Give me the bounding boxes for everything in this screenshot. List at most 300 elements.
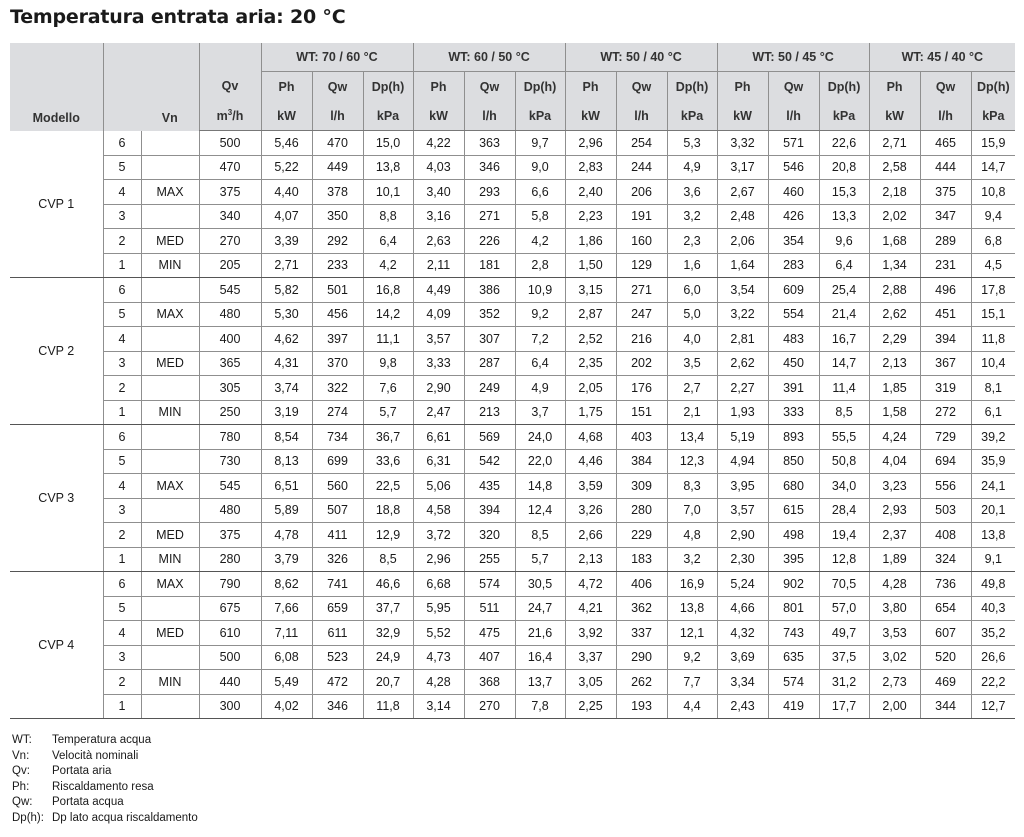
table-cell: 426 — [768, 204, 819, 229]
table-cell: 850 — [768, 449, 819, 474]
table-cell: 1,93 — [717, 400, 768, 425]
col-header-unit: l/h — [616, 101, 667, 131]
table-cell: 322 — [312, 376, 363, 401]
table-row — [10, 694, 1015, 719]
table-cell: 7,0 — [667, 498, 717, 523]
table-cell: 5,8 — [515, 204, 565, 229]
table-cell: 2,05 — [565, 376, 616, 401]
table-cell: 8,1 — [971, 376, 1015, 401]
table-cell: 2,35 — [565, 351, 616, 376]
table-body — [10, 131, 1015, 719]
col-header-unit: kW — [261, 101, 312, 131]
table-cell: 741 — [312, 572, 363, 597]
col-header-dph: Dp(h) — [667, 72, 717, 102]
table-cell: 635 — [768, 645, 819, 670]
table-cell: 475 — [464, 621, 515, 646]
col-header-unit: kW — [869, 101, 920, 131]
table-cell: 293 — [464, 180, 515, 205]
table-cell: 4,31 — [261, 351, 312, 376]
table-cell: 3,69 — [717, 645, 768, 670]
table-cell: 3,40 — [413, 180, 464, 205]
table-cell: 40,3 — [971, 596, 1015, 621]
table-cell: 50,8 — [819, 449, 869, 474]
table-cell: 654 — [920, 596, 971, 621]
legend-key: Vn: — [12, 749, 30, 762]
table-cell: 39,2 — [971, 425, 1015, 450]
table-cell: 13,7 — [515, 670, 565, 695]
table-cell: 3,72 — [413, 523, 464, 548]
table-cell: 30,5 — [515, 572, 565, 597]
table-cell: 5,06 — [413, 474, 464, 499]
table-cell: 6,51 — [261, 474, 312, 499]
table-cell: 24,7 — [515, 596, 565, 621]
table-cell: 411 — [312, 523, 363, 548]
table-row — [10, 572, 1015, 597]
speed-label: MIN — [141, 670, 199, 695]
legend-item — [12, 811, 198, 827]
table-cell: 1,89 — [869, 547, 920, 572]
col-header-unit: kPa — [667, 101, 717, 131]
table-cell: 362 — [616, 596, 667, 621]
table-cell: 368 — [464, 670, 515, 695]
table-cell: 4,9 — [515, 376, 565, 401]
table-cell: 10,4 — [971, 351, 1015, 376]
table-cell: 9,8 — [363, 351, 413, 376]
table-cell: 902 — [768, 572, 819, 597]
table-cell: 365 — [199, 351, 261, 376]
table-cell: 151 — [616, 400, 667, 425]
table-cell: 346 — [464, 155, 515, 180]
table-cell: 4,21 — [565, 596, 616, 621]
table-cell: 49,8 — [971, 572, 1015, 597]
table-row — [10, 621, 1015, 646]
table-cell: 470 — [312, 131, 363, 156]
table-cell: 2,06 — [717, 229, 768, 254]
table-cell: 12,3 — [667, 449, 717, 474]
speed-label — [141, 498, 199, 523]
table-cell: 2,90 — [413, 376, 464, 401]
speed-step: 5 — [103, 302, 141, 327]
table-cell: 24,0 — [515, 425, 565, 450]
speed-label: MAX — [141, 302, 199, 327]
table-row — [10, 670, 1015, 695]
table-cell: 249 — [464, 376, 515, 401]
col-header-dph: Dp(h) — [819, 72, 869, 102]
table-cell: 520 — [920, 645, 971, 670]
col-header-unit: kW — [413, 101, 464, 131]
table-cell: 5,89 — [261, 498, 312, 523]
table-cell: 4,2 — [515, 229, 565, 254]
table-cell: 7,11 — [261, 621, 312, 646]
speed-step: 4 — [103, 621, 141, 646]
table-cell: 4,94 — [717, 449, 768, 474]
table-cell: 386 — [464, 278, 515, 303]
table-cell: 11,8 — [363, 694, 413, 719]
table-cell: 734 — [312, 425, 363, 450]
table-cell: 11,1 — [363, 327, 413, 352]
col-header-unit: l/h — [464, 101, 515, 131]
table-cell: 406 — [616, 572, 667, 597]
table-cell: 10,8 — [971, 180, 1015, 205]
table-cell: 6,61 — [413, 425, 464, 450]
table-cell: 736 — [920, 572, 971, 597]
table-cell: 5,95 — [413, 596, 464, 621]
speed-label — [141, 278, 199, 303]
speed-step: 6 — [103, 425, 141, 450]
table-cell: 5,82 — [261, 278, 312, 303]
legend-value: Velocità nominali — [52, 749, 139, 762]
table-cell: 4,49 — [413, 278, 464, 303]
table-cell: 8,3 — [667, 474, 717, 499]
table-cell: 3,57 — [717, 498, 768, 523]
table-row — [10, 131, 1015, 156]
col-header-vn: Vn — [141, 43, 199, 131]
table-cell: 3,33 — [413, 351, 464, 376]
speed-label — [141, 131, 199, 156]
table-cell: 20,8 — [819, 155, 869, 180]
table-cell: 270 — [464, 694, 515, 719]
table-cell: 3,57 — [413, 327, 464, 352]
legend — [12, 733, 198, 827]
table-cell: 28,4 — [819, 498, 869, 523]
table-cell: 15,9 — [971, 131, 1015, 156]
table-cell: 206 — [616, 180, 667, 205]
table-cell: 11,8 — [971, 327, 1015, 352]
group-header: WT: 70 / 60 °C — [261, 43, 413, 72]
table-cell: 193 — [616, 694, 667, 719]
speed-label: MED — [141, 621, 199, 646]
table-cell: 375 — [920, 180, 971, 205]
table-cell: 395 — [768, 547, 819, 572]
table-cell: 1,75 — [565, 400, 616, 425]
table-cell: 1,86 — [565, 229, 616, 254]
table-cell: 3,17 — [717, 155, 768, 180]
table-cell: 22,6 — [819, 131, 869, 156]
table-cell: 324 — [920, 547, 971, 572]
table-cell: 503 — [920, 498, 971, 523]
table-cell: 408 — [920, 523, 971, 548]
table-cell: 191 — [616, 204, 667, 229]
table-cell: 1,50 — [565, 253, 616, 278]
table-row — [10, 204, 1015, 229]
table-cell: 2,52 — [565, 327, 616, 352]
table-cell: 2,62 — [869, 302, 920, 327]
table-row — [10, 351, 1015, 376]
table-cell: 22,2 — [971, 670, 1015, 695]
col-header-qw: Qw — [312, 72, 363, 102]
speed-label: MED — [141, 523, 199, 548]
table-cell: 4,5 — [971, 253, 1015, 278]
table-cell: 24,1 — [971, 474, 1015, 499]
speed-step: 1 — [103, 694, 141, 719]
table-row — [10, 180, 1015, 205]
table-cell: 4,68 — [565, 425, 616, 450]
speed-label — [141, 645, 199, 670]
table-cell: 129 — [616, 253, 667, 278]
table-cell: 801 — [768, 596, 819, 621]
speed-label — [141, 155, 199, 180]
table-cell: 17,8 — [971, 278, 1015, 303]
table-cell: 4,58 — [413, 498, 464, 523]
table-cell: 545 — [199, 474, 261, 499]
table-cell: 367 — [920, 351, 971, 376]
table-cell: 16,8 — [363, 278, 413, 303]
table-cell: 4,72 — [565, 572, 616, 597]
table-cell: 13,8 — [667, 596, 717, 621]
table-cell: 571 — [768, 131, 819, 156]
table-row — [10, 449, 1015, 474]
table-cell: 300 — [199, 694, 261, 719]
table-cell: 7,66 — [261, 596, 312, 621]
table-cell: 375 — [199, 523, 261, 548]
table-cell: 24,9 — [363, 645, 413, 670]
table-cell: 350 — [312, 204, 363, 229]
table-cell: 893 — [768, 425, 819, 450]
table-cell: 3,05 — [565, 670, 616, 695]
speed-step: 3 — [103, 645, 141, 670]
col-header-qw: Qw — [768, 72, 819, 102]
col-header-qv-unit: $m^3/h$ — [199, 101, 261, 131]
table-cell: 3,39 — [261, 229, 312, 254]
table-cell: 4,4 — [667, 694, 717, 719]
speed-label — [141, 596, 199, 621]
table-row — [10, 474, 1015, 499]
table-cell: 2,13 — [869, 351, 920, 376]
table-cell: 2,81 — [717, 327, 768, 352]
table-cell: 20,7 — [363, 670, 413, 695]
table-cell: 307 — [464, 327, 515, 352]
legend-key: Qv: — [12, 765, 30, 778]
speed-step: 6 — [103, 131, 141, 156]
speed-step: 2 — [103, 523, 141, 548]
table-cell: 1,58 — [869, 400, 920, 425]
col-header-unit: kW — [565, 101, 616, 131]
table-cell: 694 — [920, 449, 971, 474]
speed-step: 5 — [103, 449, 141, 474]
table-cell: 250 — [199, 400, 261, 425]
speed-label — [141, 694, 199, 719]
table-cell: 500 — [199, 131, 261, 156]
table-cell: 5,46 — [261, 131, 312, 156]
table-cell: 3,92 — [565, 621, 616, 646]
table-cell: 3,5 — [667, 351, 717, 376]
table-cell: 8,54 — [261, 425, 312, 450]
model-name: CVP 2 — [10, 278, 103, 425]
table-row — [10, 400, 1015, 425]
table-cell: 320 — [464, 523, 515, 548]
speed-label: MIN — [141, 253, 199, 278]
table-cell: 3,95 — [717, 474, 768, 499]
table-cell: 9,2 — [667, 645, 717, 670]
table-row — [10, 498, 1015, 523]
table-cell: 346 — [312, 694, 363, 719]
table-cell: 790 — [199, 572, 261, 597]
speed-step: 6 — [103, 572, 141, 597]
table-cell: 8,62 — [261, 572, 312, 597]
table-row — [10, 278, 1015, 303]
table-cell: 378 — [312, 180, 363, 205]
table-cell: 3,53 — [869, 621, 920, 646]
table-cell: 36,7 — [363, 425, 413, 450]
table-cell: 400 — [199, 327, 261, 352]
table-cell: 231 — [920, 253, 971, 278]
table-cell: 729 — [920, 425, 971, 450]
table-cell: 5,52 — [413, 621, 464, 646]
table-cell: 7,8 — [515, 694, 565, 719]
table-cell: 780 — [199, 425, 261, 450]
table-cell: 6,4 — [363, 229, 413, 254]
table-cell: 363 — [464, 131, 515, 156]
table-cell: 3,54 — [717, 278, 768, 303]
table-cell: 2,48 — [717, 204, 768, 229]
table-cell: 407 — [464, 645, 515, 670]
table-cell: 2,88 — [869, 278, 920, 303]
legend-value: Portata aria — [52, 765, 112, 778]
table-cell: 680 — [768, 474, 819, 499]
table-cell: 2,43 — [717, 694, 768, 719]
table-cell: 280 — [199, 547, 261, 572]
table-cell: 730 — [199, 449, 261, 474]
group-header: WT: 50 / 45 °C — [717, 43, 869, 72]
table-cell: 2,13 — [565, 547, 616, 572]
table-cell: 3,2 — [667, 547, 717, 572]
table-cell: 2,71 — [869, 131, 920, 156]
speed-label — [141, 204, 199, 229]
col-header-qv-top — [199, 43, 261, 72]
table-cell: 271 — [464, 204, 515, 229]
model-name: CVP 4 — [10, 572, 103, 719]
table-cell: 2,66 — [565, 523, 616, 548]
table-cell: 13,8 — [363, 155, 413, 180]
table-cell: 607 — [920, 621, 971, 646]
table-cell: 8,5 — [515, 523, 565, 548]
table-cell: 2,23 — [565, 204, 616, 229]
table-cell: 181 — [464, 253, 515, 278]
table-cell: 1,34 — [869, 253, 920, 278]
table-cell: 2,7 — [667, 376, 717, 401]
table-cell: 205 — [199, 253, 261, 278]
table-cell: 3,74 — [261, 376, 312, 401]
table-cell: 46,6 — [363, 572, 413, 597]
table-cell: 4,2 — [363, 253, 413, 278]
table-cell: 352 — [464, 302, 515, 327]
table-cell: 272 — [920, 400, 971, 425]
table-cell: 254 — [616, 131, 667, 156]
table-cell: 3,37 — [565, 645, 616, 670]
table-cell: 542 — [464, 449, 515, 474]
legend-value: Temperatura acqua — [52, 734, 152, 746]
table-cell: 2,96 — [413, 547, 464, 572]
table-cell: 347 — [920, 204, 971, 229]
speed-step: 1 — [103, 253, 141, 278]
table-cell: 6,68 — [413, 572, 464, 597]
speed-label: MED — [141, 229, 199, 254]
table-row — [10, 376, 1015, 401]
col-header-ph: Ph — [869, 72, 920, 102]
table-row — [10, 547, 1015, 572]
table-row — [10, 229, 1015, 254]
speed-label — [141, 449, 199, 474]
table-cell: 391 — [768, 376, 819, 401]
legend-key: Dp(h): — [12, 811, 44, 824]
table-cell: 2,90 — [717, 523, 768, 548]
table-cell: 435 — [464, 474, 515, 499]
table-cell: 394 — [920, 327, 971, 352]
table-cell: 3,59 — [565, 474, 616, 499]
table-cell: 3,15 — [565, 278, 616, 303]
table-cell: 4,02 — [261, 694, 312, 719]
speed-step: 1 — [103, 400, 141, 425]
table-cell: 1,64 — [717, 253, 768, 278]
speed-step: 3 — [103, 498, 141, 523]
table-cell: 2,8 — [515, 253, 565, 278]
table-cell: 3,79 — [261, 547, 312, 572]
table-cell: 9,0 — [515, 155, 565, 180]
table-cell: 5,0 — [667, 302, 717, 327]
col-header-qw: Qw — [464, 72, 515, 102]
table-cell: 4,28 — [869, 572, 920, 597]
table-cell: 326 — [312, 547, 363, 572]
table-cell: 37,5 — [819, 645, 869, 670]
table-cell: 2,25 — [565, 694, 616, 719]
col-header-unit: kPa — [515, 101, 565, 131]
legend-item — [12, 764, 198, 780]
table-cell: 5,24 — [717, 572, 768, 597]
table-cell: 3,14 — [413, 694, 464, 719]
table-cell: 20,1 — [971, 498, 1015, 523]
table-cell: 2,87 — [565, 302, 616, 327]
table-cell: 556 — [920, 474, 971, 499]
table-cell: 7,7 — [667, 670, 717, 695]
table-cell: 480 — [199, 302, 261, 327]
table-cell: 397 — [312, 327, 363, 352]
table-cell: 2,63 — [413, 229, 464, 254]
col-header-dph: Dp(h) — [363, 72, 413, 102]
col-header-unit: kPa — [363, 101, 413, 131]
table-row — [10, 253, 1015, 278]
col-header-qw: Qw — [920, 72, 971, 102]
table-cell: 7,2 — [515, 327, 565, 352]
speed-label: MAX — [141, 572, 199, 597]
table-cell: 444 — [920, 155, 971, 180]
table-cell: 507 — [312, 498, 363, 523]
table-cell: 32,9 — [363, 621, 413, 646]
table-cell: 13,4 — [667, 425, 717, 450]
table-cell: 15,1 — [971, 302, 1015, 327]
table-cell: 22,0 — [515, 449, 565, 474]
table-cell: 2,93 — [869, 498, 920, 523]
legend-key: Ph: — [12, 780, 30, 793]
table-cell: 10,9 — [515, 278, 565, 303]
group-header: WT: 50 / 40 °C — [565, 43, 717, 72]
performance-table — [10, 43, 1015, 719]
table-cell: 216 — [616, 327, 667, 352]
table-cell: 70,5 — [819, 572, 869, 597]
table-cell: 287 — [464, 351, 515, 376]
table-cell: 4,66 — [717, 596, 768, 621]
table-cell: 244 — [616, 155, 667, 180]
table-cell: 255 — [464, 547, 515, 572]
table-cell: 12,9 — [363, 523, 413, 548]
table-cell: 3,6 — [667, 180, 717, 205]
table-cell: 5,19 — [717, 425, 768, 450]
table-cell: 500 — [199, 645, 261, 670]
speed-step: 6 — [103, 278, 141, 303]
table-cell: 270 — [199, 229, 261, 254]
col-header-speed-step — [103, 43, 141, 131]
table-cell: 2,71 — [261, 253, 312, 278]
table-cell: 4,78 — [261, 523, 312, 548]
